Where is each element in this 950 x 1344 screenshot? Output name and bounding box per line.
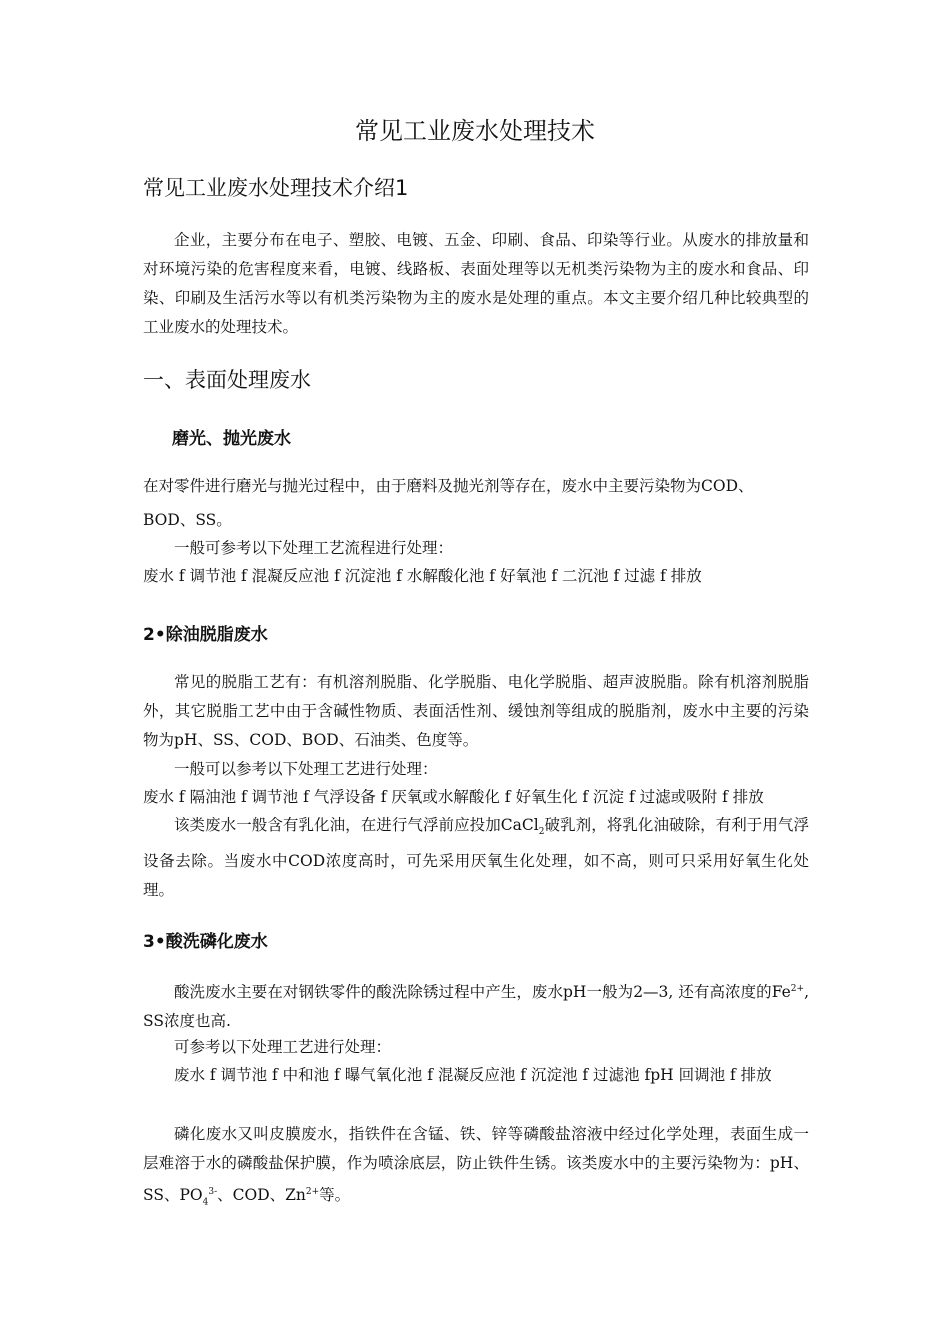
subsection-heading-polishing: 磨光、抛光废水 — [172, 429, 291, 449]
phosphating-text-b: 、COD、Zn — [217, 1186, 306, 1205]
document-subtitle: 常见工业废水处理技术介绍1 — [143, 176, 409, 200]
phosphating-text-c: 等。 — [319, 1186, 351, 1205]
zn-ion-charge: 2+ — [305, 1187, 320, 1197]
polishing-process-flow: 废水 f 调节池 f 混凝反应池 f 沉淀池 f 水解酸化池 f 好氧池 f 二沉池 f 过滤 f 排放 — [143, 567, 702, 585]
pickling-reference-text: 可参考以下处理工艺进行处理： — [174, 1038, 392, 1056]
polishing-paragraph-line-1: 在对零件进行磨光与抛光过程中，由于磨料及抛光剂等存在，废水中主要污染物为COD、 — [143, 477, 754, 495]
pickling-text-a: 酸洗废水主要在对钢铁零件的酸洗除锈过程中产生，废水pH一般为2—3, 还有高浓度的Fe — [174, 983, 791, 1002]
document-title: 常见工业废水处理技术 — [355, 117, 595, 145]
phosphating-paragraph — [143, 1120, 809, 1217]
po4-charge: 3- — [208, 1187, 218, 1197]
phosphating-text-a: 磷化废水又叫皮膜废水，指铁件在含锰、铁、锌等磷酸盐溶液中经过化学处理，表面生成一层难溶于水的磷酸盐保护膜，作为喷涂底层，防止铁件生锈。该类废水中的主要污染物为：pH、SS、PO — [143, 1125, 809, 1205]
subsection-heading-degreasing: 2•除油脱脂废水 — [143, 625, 268, 645]
polishing-reference-text: 一般可参考以下处理工艺流程进行处理： — [174, 539, 454, 557]
degreasing-emulsion-text-a: 该类废水一般含有乳化油，在进行气浮前应投加CaCl — [174, 816, 539, 834]
cacl2-subscript: 2 — [538, 827, 545, 838]
pickling-text-b: , SS浓度也高. — [143, 983, 809, 1031]
degreasing-reference-text: 一般可以参考以下处理工艺进行处理： — [174, 760, 438, 778]
fe-ion-charge: 2+ — [790, 984, 805, 994]
polishing-paragraph-line-2: BOD、SS。 — [143, 511, 232, 529]
degreasing-paragraph: 常见的脱脂工艺有：有机溶剂脱脂、化学脱脂、电化学脱脂、超声波脱脂。除有机溶剂脱脂外，其它脱脂工艺中由于含碱性物质、表面活性剂、缓蚀剂等组成的脱脂剂，废水中主要的污染物为pH、SS、COD、BOD、石油类、色度等。 — [143, 673, 809, 749]
subsection-heading-pickling-phosphating: 3•酸洗磷化废水 — [143, 932, 268, 952]
po4-subscript: 4 — [202, 1197, 209, 1208]
degreasing-process-flow: 废水 f 隔油池 f 调节池 f 气浮设备 f 厌氧或水解酸化 f 好氧生化 f 沉淀 f 过滤或吸附 f 排放 — [143, 788, 764, 806]
degreasing-emulsion-paragraph — [143, 811, 809, 905]
pickling-process-flow: 废水 f 调节池 f 中和池 f 曝气氧化池 f 混凝反应池 f 沉淀池 f 过滤池 fpH 回调池 f 排放 — [174, 1066, 772, 1084]
section-heading-surface-treatment: 一、表面处理废水 — [143, 368, 311, 392]
pickling-paragraph — [143, 975, 809, 1036]
degreasing-emulsion-text-b: 破乳剂，将乳化油破除，有利于用气浮设备去除。当废水中COD浓度高时，可先采用厌氧生化处理，如不高，则可只采用好氧生化处理。 — [143, 816, 809, 900]
intro-paragraph: 企业，主要分布在电子、塑胶、电镀、五金、印刷、食品、印染等行业。从废水的排放量和对环境污染的危害程度来看，电镀、线路板、表面处理等以无机类污染物为主的废水和食品、印染、印刷及生活污水等以有机类污染物为主的废水是处理的重点。本文主要介绍几种比较典型的工业废水的处理技术。 — [143, 231, 809, 336]
